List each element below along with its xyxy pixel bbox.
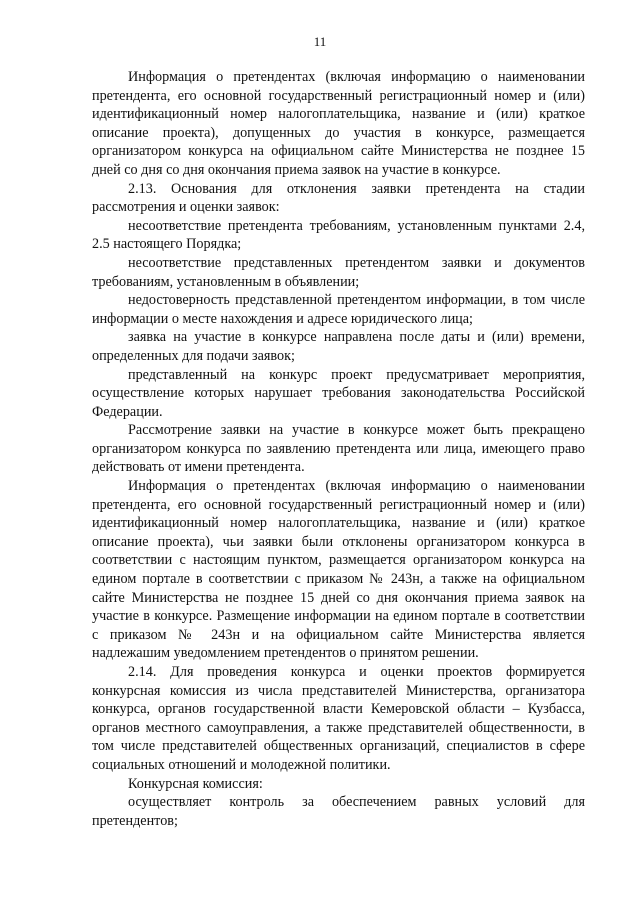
paragraph-ground-unreliable-info: недостоверность представленной претендентом информации, в том числе информации о месте нахождения и адресе юридического лица; [92,292,585,327]
paragraph-ground-law-violation: представленный на конкурс проект предусматривает мероприятия, осуществление которых нарушает требования законодательства Российской Федерации. [92,366,585,420]
paragraph-2-14-commission: 2.14. Для проведения конкурса и оценки проектов формируется конкурсная комиссия из числа представителей Министерства, организатора конкурса, органов государственной власти Кемеровской области – Кузбасса, органов местного самоуправления, а также представителей общественности, в том числе представителей общественных организаций, специалистов в сфере социальных отношений и молодежной политики. [92,664,585,773]
paragraph-applicants-info: Информация о претендентах (включая информацию о наименовании претендента, его основной государственный регистрационный номер и (или) идентификационный номер налогоплательщика, название и (или) краткое описание проекта), допущенных до участия в конкурсе, размещается организатором конкурса на официальном сайте Министерства не позднее 15 дней со дня со дня окончания приема заявок на участие в конкурсе. [92,69,585,178]
paragraph-ground-documents: несоответствие представленных претендентом заявки и документов требованиям, установленным в объявлении; [92,254,585,290]
paragraph-commission-control: осуществляет контроль за обеспечением равных условий для претендентов; [92,794,585,829]
paragraph-ground-late-submission: заявка на участие в конкурсе направлена после даты и (или) времени, определенных для подачи заявок; [92,329,585,364]
body-text [92,68,585,830]
paragraph-commission-heading: Конкурсная комиссия: [128,775,263,792]
paragraph-ground-noncompliance: несоответствие претендента требованиям, установленным пунктами 2.4, 2.5 настоящего Порядка; [92,217,585,253]
paragraph-2-13-grounds: 2.13. Основания для отклонения заявки претендента на стадии рассмотрения и оценки заявок: [92,180,585,216]
page-number: 11 [313,34,327,49]
paragraph-termination: Рассмотрение заявки на участие в конкурсе может быть прекращено организатором конкурса по заявлению претендента или лица, имеющего право действовать от имени претендента. [92,422,585,476]
paragraph-rejected-info: Информация о претендентах (включая информацию о наименовании претендента, его основной государственный регистрационный номер и (или) идентификационный номер налогоплательщика, название и (или) краткое описание проекта), чьи заявки были отклонены организатором конкурса в соответствии с настоящим пунктом, размещается организатором конкурса на едином портале в соответствии с приказом № 243н, а также на официальном сайте Министерства не позднее 15 дней со дня окончания приема заявок на участие в конкурсе. Размещение информации на едином портале в соответствии с приказом № 243н и на официальном сайте Министерства является надлежашим уведомлением претендентов о принятом решении. [92,478,585,662]
